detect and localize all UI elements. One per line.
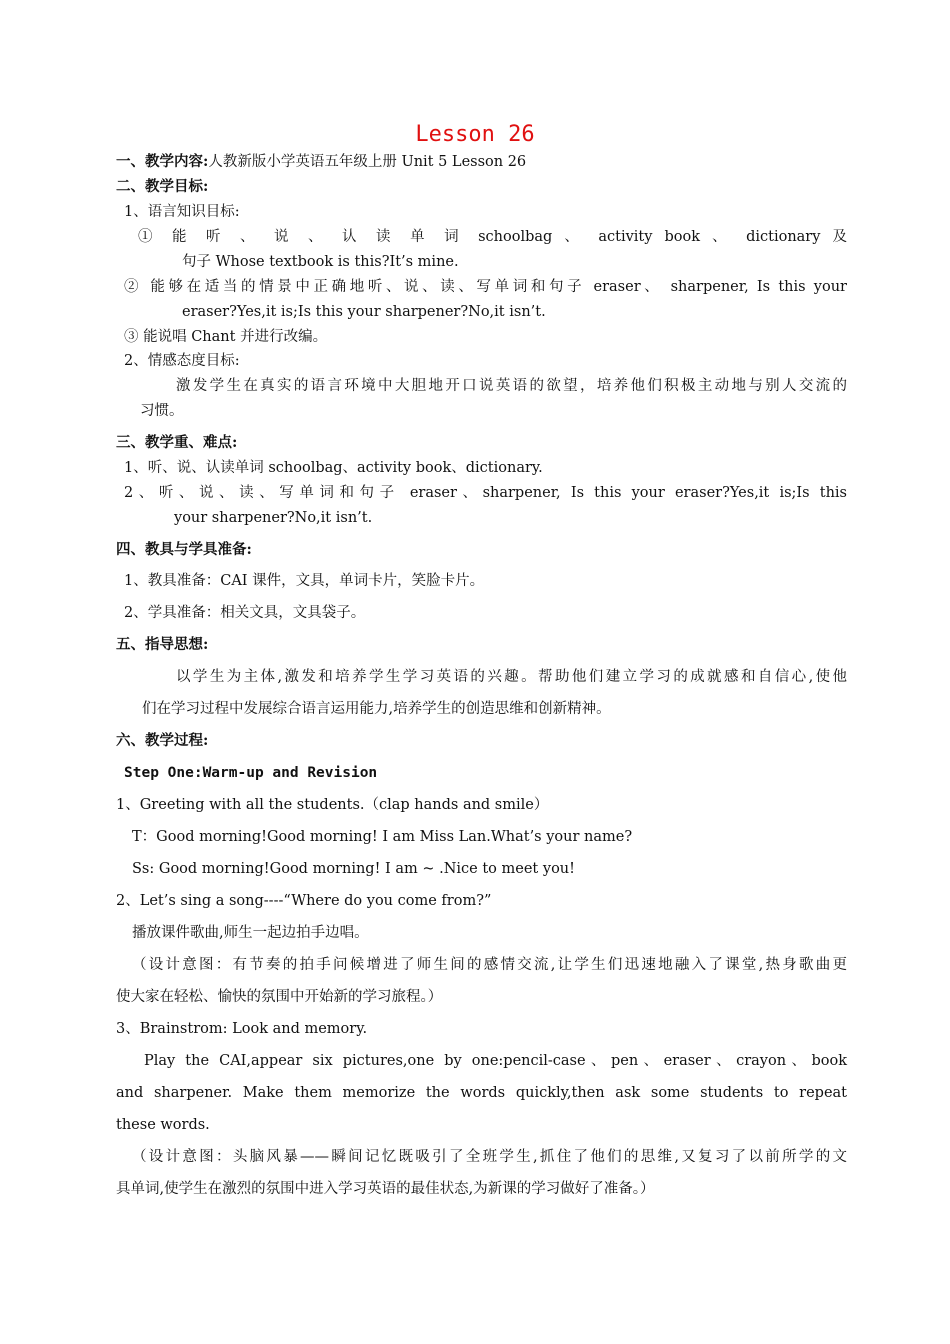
section-1-heading: 一、教学内容: — [116, 153, 209, 170]
section-5-para2: 们在学习过程中发展综合语言运用能力,培养学生的创造思维和创新精神。 — [142, 701, 611, 717]
greeting-line: 1、Greeting with all the students.（clap hands and smile） — [116, 797, 549, 813]
section-1 — [116, 152, 526, 172]
section-4-line2: 2、学具准备：相关文具，文具袋子。 — [124, 605, 366, 621]
students-line: Ss: Good morning!Good morning! I am ~ .Nice to meet you! — [132, 861, 575, 877]
section-3-line2b: your sharpener?No,it isn’t. — [174, 510, 373, 526]
design-note-2b: 具单词,使学生在激烈的氛围中进入学习英语的最佳状态,为新课的学习做好了准备。） — [116, 1181, 655, 1197]
section-2-sub1: 1、语言知识目标: — [124, 204, 240, 220]
section-2-item3: ③ 能说唱 Chant 并进行改编。 — [124, 329, 328, 345]
section-1-text: 人教新版小学英语五年级上册 Unit 5 Lesson 26 — [208, 154, 527, 170]
song-heading: 2、Let’s sing a song----“Where do you come from?” — [116, 893, 492, 909]
section-2-sub2: 2、情感态度目标: — [124, 353, 240, 369]
page-title: Lesson 26 — [415, 122, 535, 147]
song-line: 播放课件歌曲,师生一起边拍手边唱。 — [132, 925, 369, 941]
section-4-heading: 四、教具与学具准备: — [116, 541, 252, 558]
section-2-para2: 习惯。 — [140, 403, 184, 419]
section-2-para1: 激发学生在真实的语言环境中大胆地开口说英语的欲望，培养他们积极主动地与别人交流的 — [176, 378, 847, 394]
section-4-line1: 1、教具准备：CAI 课件，文具，单词卡片，笑脸卡片。 — [124, 573, 485, 589]
section-5-heading: 五、指导思想: — [116, 636, 209, 653]
section-2-item2a: ② 能够在适当的情景中正确地听、说、读、写单词和句子 eraser、 sharpener, Is this your — [124, 279, 847, 295]
teacher-line: T：Good morning!Good morning! I am Miss Lan.What’s your name? — [132, 829, 633, 845]
design-note-1b: 使大家在轻松、愉快的氛围中开始新的学习旅程。） — [116, 989, 443, 1005]
design-note-1a: （设计意图：有节奏的拍手问候增进了师生间的感情交流,让学生们迅速地融入了课堂,热身歌曲更 — [132, 957, 847, 973]
section-2-item1a: ① 能 听 、 说 、 认 读 单 词 schoolbag 、 activity book 、 dictionary 及 — [138, 229, 847, 245]
section-5-para1: 以学生为主体,激发和培养学生学习英语的兴趣。帮助他们建立学习的成就感和自信心,使他 — [176, 669, 847, 685]
design-note-2a: （设计意图：头脑风暴——瞬间记忆既吸引了全班学生,抓住了他们的思维,又复习了以前所学的文 — [132, 1149, 847, 1165]
section-2-item1b: 句子 Whose textbook is this?It’s mine. — [182, 254, 459, 270]
brainstorm-line-c: these words. — [116, 1117, 210, 1133]
section-6-heading: 六、教学过程: — [116, 732, 209, 749]
section-3-heading: 三、教学重、难点: — [116, 434, 238, 451]
section-2-item2b: eraser?Yes,it is;Is this your sharpener?No,it isn’t. — [182, 304, 546, 320]
section-3-line1: 1、听、说、认读单词 schoolbag、activity book、dictionary. — [124, 460, 543, 476]
step-one-heading: Step One:Warm-up and Revision — [124, 765, 378, 781]
brainstorm-heading: 3、Brainstrom: Look and memory. — [116, 1021, 368, 1037]
section-3-line2a: 2、听、说、读、写单词和句子 eraser、sharpener, Is this your eraser?Yes,it is;Is this — [124, 485, 847, 501]
brainstorm-line-b: and sharpener. Make them memorize the words quickly,then ask some students to repeat — [116, 1085, 847, 1101]
brainstorm-line-a: Play the CAI,appear six pictures,one by one:pencil-case、pen、eraser、crayon、book — [144, 1053, 847, 1069]
section-2-heading: 二、教学目标: — [116, 178, 209, 195]
